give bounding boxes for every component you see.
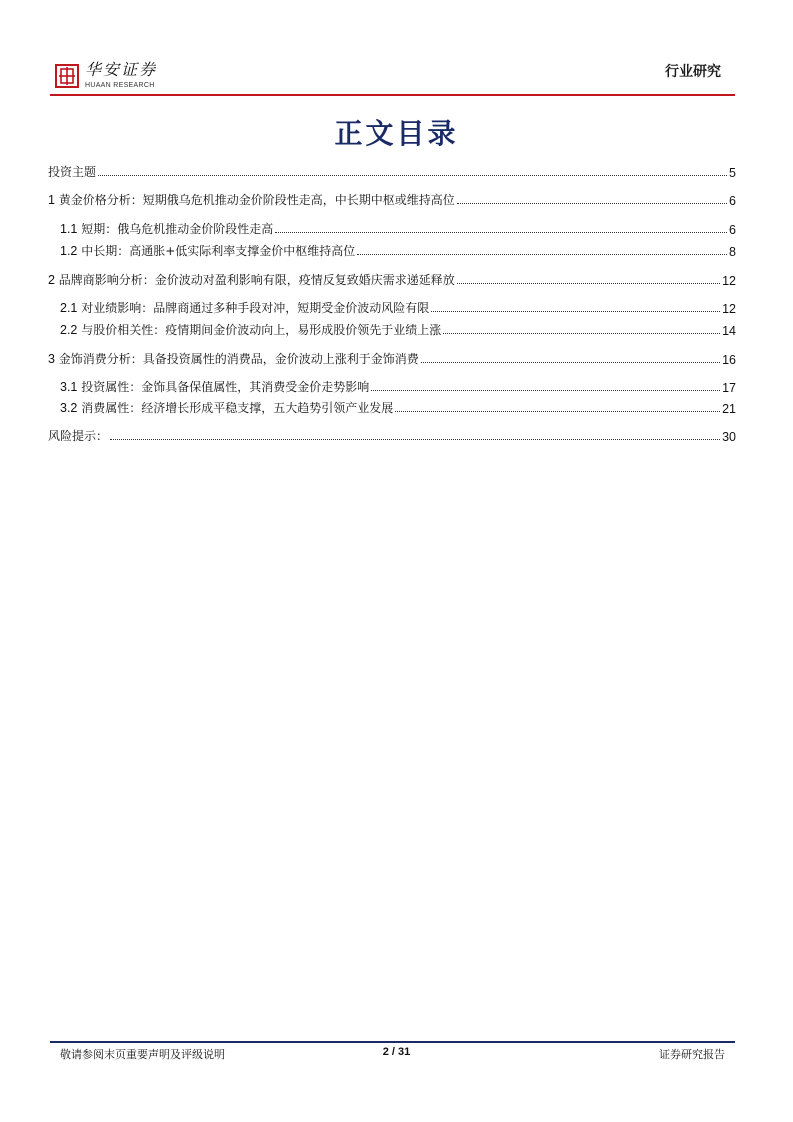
toc-number: 1.1 [60, 222, 78, 236]
toc-page-number: 17 [722, 381, 736, 395]
toc-entry[interactable] [48, 186, 736, 208]
footer-report-type: 证券研究报告 [659, 1048, 725, 1061]
logo-chinese-name: 华安证券 [85, 60, 158, 79]
toc-number: 2 [48, 273, 55, 287]
toc-page-number: 6 [729, 223, 736, 237]
toc-number: 2.2 [60, 323, 78, 337]
toc-text: 与股价相关性：疫情期间金价波动向上，易形成股价领先于业绩上涨 [77, 323, 442, 337]
page-number: 2 / 31 [382, 1046, 411, 1058]
toc-page-number: 16 [722, 353, 736, 367]
toc-text: 风险提示： [48, 429, 109, 443]
toc-leader-dots [457, 282, 720, 284]
toc-entry[interactable] [60, 394, 736, 416]
toc-leader-dots [98, 174, 727, 176]
toc-leader-dots [431, 310, 720, 312]
toc-entry[interactable] [60, 237, 736, 259]
toc-entry[interactable] [48, 266, 736, 288]
toc-text: 投资主题 [48, 165, 97, 179]
toc-entry[interactable] [60, 294, 736, 316]
toc-page-number: 8 [729, 245, 736, 259]
toc-leader-dots [110, 438, 720, 440]
toc-leader-dots [421, 361, 720, 363]
toc-text: 中长期：高通胀+低实际利率支撑金价中枢维持高位 [77, 244, 356, 258]
toc-entry[interactable] [48, 422, 736, 444]
toc-text: 对业绩影响：品牌商通过多种手段对冲，短期受金价波动风险有限 [77, 301, 430, 315]
toc-page-number: 5 [729, 166, 736, 180]
toc-entry[interactable] [48, 345, 736, 367]
toc-text: 黄金价格分析：短期俄乌危机推动金价阶段性走高，中长期中枢或维持高位 [54, 193, 455, 207]
toc-number: 1 [48, 193, 55, 207]
company-logo [55, 62, 157, 89]
toc-leader-dots [457, 202, 727, 204]
toc-page-number: 12 [722, 302, 736, 316]
footer-disclaimer: 敬请参阅末页重要声明及评级说明 [60, 1048, 225, 1061]
toc-leader-dots [275, 231, 727, 233]
toc-number: 3.1 [60, 380, 78, 394]
toc-entry[interactable] [60, 316, 736, 338]
toc-page-number: 6 [729, 194, 736, 208]
toc-page-number: 12 [722, 274, 736, 288]
toc-leader-dots [371, 389, 720, 391]
toc-page-number: 21 [722, 402, 736, 416]
logo-seal-icon [55, 64, 79, 88]
toc-leader-dots [395, 410, 720, 412]
footer-divider [50, 1041, 735, 1043]
logo-english-name: HUAAN RESEARCH [85, 82, 155, 89]
toc-page-number: 14 [722, 324, 736, 338]
toc-number: 3.2 [60, 401, 78, 415]
page-title: 正文目录 [334, 117, 459, 150]
toc-text: 品牌商影响分析：金价波动对盈利影响有限，疫情反复致婚庆需求递延释放 [54, 273, 455, 287]
toc-entry[interactable] [60, 215, 736, 237]
toc-number: 2.1 [60, 301, 78, 315]
toc-text: 消费属性：经济增长形成平稳支撑，五大趋势引领产业发展 [77, 401, 394, 415]
toc-leader-dots [357, 253, 727, 255]
toc-page-number: 30 [722, 430, 736, 444]
toc-entry[interactable] [60, 373, 736, 395]
toc-text: 短期：俄乌危机推动金价阶段性走高 [77, 222, 274, 236]
toc-number: 1.2 [60, 244, 78, 258]
header-divider [50, 94, 735, 96]
toc-text: 金饰消费分析：具备投资属性的消费品，金价波动上涨利于金饰消费 [54, 352, 419, 366]
toc-entry[interactable] [48, 158, 736, 180]
toc-number: 3 [48, 352, 55, 366]
report-category: 行业研究 [665, 64, 721, 80]
toc-text: 投资属性：金饰具备保值属性，其消费受金价走势影响 [77, 380, 370, 394]
toc-leader-dots [443, 332, 720, 334]
